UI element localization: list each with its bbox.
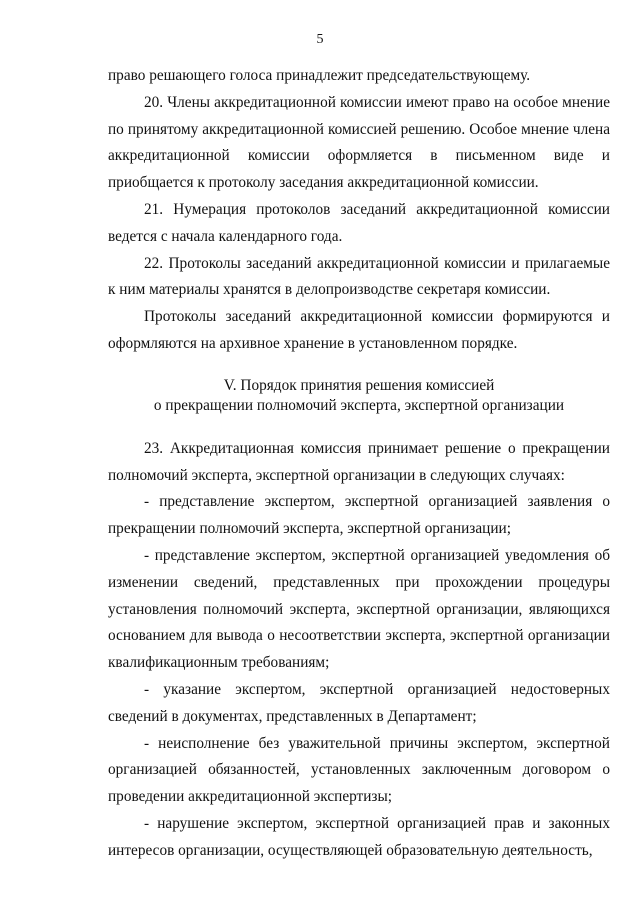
- list-item: - нарушение экспертом, экспертной организацией прав и законных интересов организации, осуществляющей образовательную деятельность,: [108, 814, 610, 859]
- section-heading: [108, 376, 610, 416]
- paragraph-protocols: Протоколы заседаний аккредитационной комиссии формируются и оформляются на архивное хранение в установленном порядке.: [108, 308, 610, 352]
- paragraph-item-20: 20. Члены аккредитационной комиссии имеют право на особое мнение по принятому аккредитационной комиссией решению. Особое мнение члена аккредитационной комиссии оформляется в письменном виде и приобщается к протоколу заседания аккредитационной комиссии.: [108, 93, 610, 192]
- paragraph: право решающего голоса принадлежит председательствующему.: [108, 67, 531, 84]
- section-heading-line2: о прекращении полномочий эксперта, экспертной организации: [153, 396, 565, 414]
- list-item: - неисполнение без уважительной причины экспертом, экспертной организацией обязанностей, установленных заключенным договором о проведении аккредитационной экспертизы;: [108, 734, 610, 806]
- paragraph-item-22: 22. Протоколы заседаний аккредитационной комиссии и прилагаемые к ним материалы хранятся в делопроизводстве секретаря комиссии.: [108, 254, 610, 299]
- list-item: - представление экспертом, экспертной организацией заявления о прекращении полномочий эксперта, экспертной организации;: [108, 493, 610, 538]
- section-heading-line1: V. Порядок принятия решения комиссией: [223, 376, 495, 394]
- list-item: - представление экспертом, экспертной организацией уведомления об изменении сведений, представленных при прохождении процедуры установления полномочий эксперта, экспертной организации, являющихся основанием для вывода о несоответствии эксперта, экспертной организации квалификационным требованиям;: [108, 546, 610, 672]
- paragraph-item-23: 23. Аккредитационная комиссия принимает решение о прекращении полномочий эксперта, экспертной организации в следующих случаях:: [108, 439, 610, 484]
- list-item: - указание экспертом, экспертной организацией недостоверных сведений в документах, представленных в Департамент;: [108, 680, 610, 725]
- paragraph-item-21: 21. Нумерация протоколов заседаний аккредитационной комиссии ведется с начала календарного года.: [108, 200, 610, 245]
- page-number: 5: [316, 32, 324, 47]
- document-body: [108, 63, 610, 865]
